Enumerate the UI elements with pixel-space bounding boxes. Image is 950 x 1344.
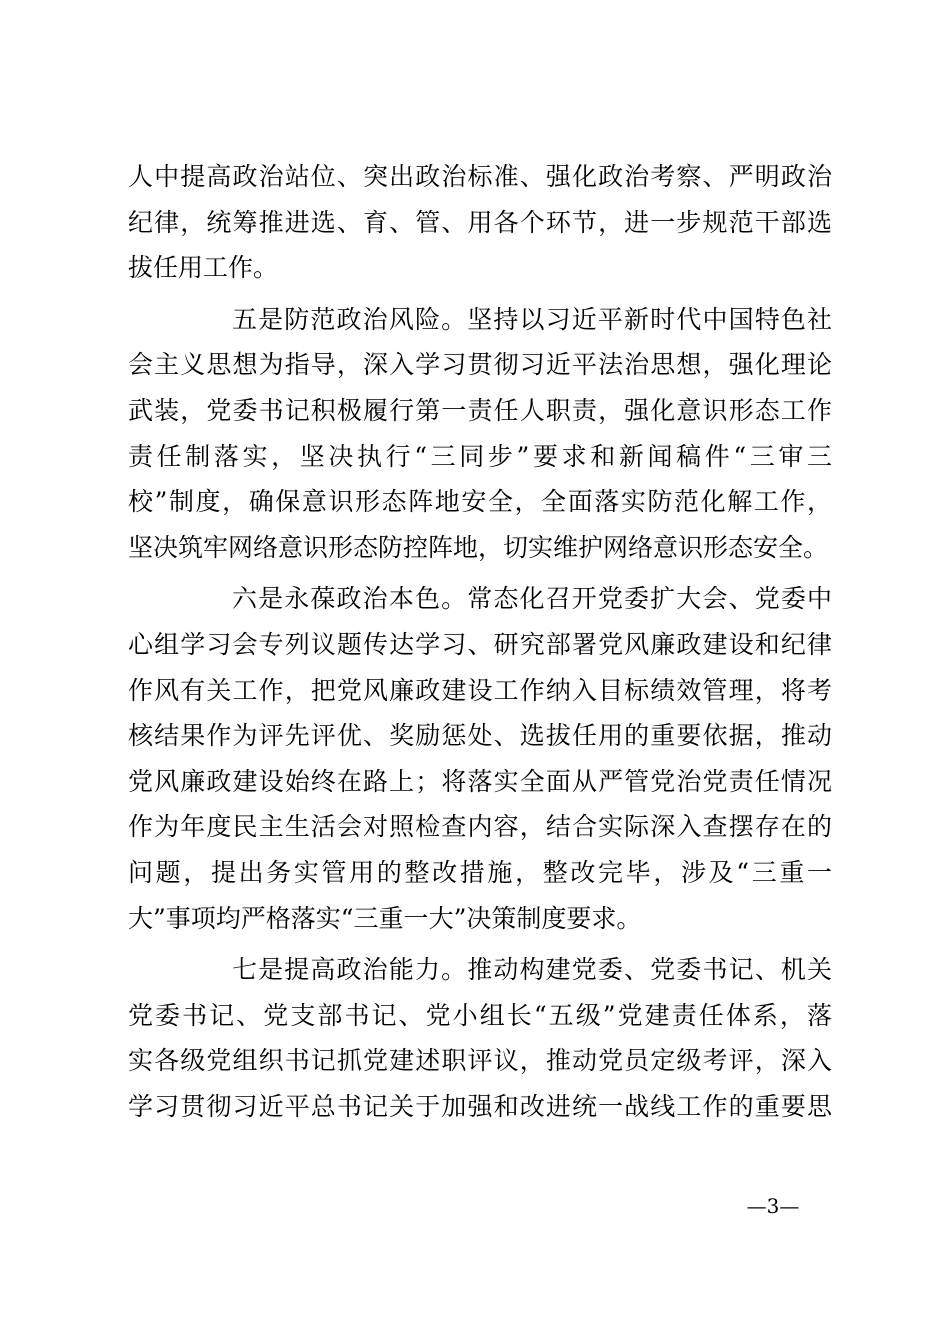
- text-line: 武装，党委书记积极履行第一责任人职责，强化意识形态工作: [128, 395, 832, 425]
- text-line: 校”制度，确保意识形态阵地安全，全面落实防范化解工作，: [128, 487, 832, 517]
- text-line: 核结果作为评先评优、奖励惩处、选拔任用的重要依据，推动: [128, 721, 832, 751]
- text-line: 纪律，统筹推进选、育、管、用各个环节，进一步规范干部选: [128, 207, 832, 237]
- text-line: 学习贯彻习近平总书记关于加强和改进统一战线工作的重要思: [128, 1091, 832, 1121]
- text-line: 责任制落实，坚决执行“三同步”要求和新闻稿件“三审三: [128, 441, 832, 471]
- text-line: 实各级党组织书记抓党建述职评议，推动党员定级考评，深入: [128, 1046, 832, 1076]
- text-line: 会主义思想为指导，深入学习贯彻习近平法治思想，强化理论: [128, 350, 832, 380]
- paragraph-seven: [128, 947, 832, 1129]
- text-line: 大”事项均严格落实“三重一大”决策制度要求。: [128, 903, 642, 933]
- text-line: 党委书记、党支部书记、党小组长“五级”党建责任体系，落: [128, 1000, 832, 1030]
- text-line: 作风有关工作，把党风廉政建设工作纳入目标绩效管理，将考: [128, 675, 832, 705]
- body-text: [128, 154, 832, 1129]
- paragraph-continuation: [128, 154, 832, 291]
- text-line: 拔任用工作。: [128, 253, 279, 283]
- page-number: —3—: [746, 1194, 800, 1218]
- text-line: 问题，提出务实管用的整改措施，整改完毕，涉及“三重一: [128, 857, 832, 887]
- text-line: 坚决筑牢网络意识形态防控阵地，切实维护网络意识形态安全。: [128, 532, 829, 562]
- text-line: 作为年度民主生活会对照检查内容，结合实际深入查摆存在的: [128, 812, 832, 842]
- paragraph-six: [128, 576, 832, 941]
- text-line: 心组学习会专列议题传达学习、研究部署党风廉政建设和纪律: [128, 629, 832, 659]
- text-line: 党风廉政建设始终在路上；将落实全面从严管党治党责任情况: [128, 766, 832, 796]
- text-line: 七是提高政治能力。推动构建党委、党委书记、机关: [232, 955, 832, 985]
- paragraph-five: [128, 297, 832, 571]
- text-line: 五是防范政治风险。坚持以习近平新时代中国特色社: [232, 304, 832, 334]
- text-line: 六是永葆政治本色。常态化召开党委扩大会、党委中: [232, 584, 832, 614]
- text-line: 人中提高政治站位、突出政治标准、强化政治考察、严明政治: [128, 162, 832, 191]
